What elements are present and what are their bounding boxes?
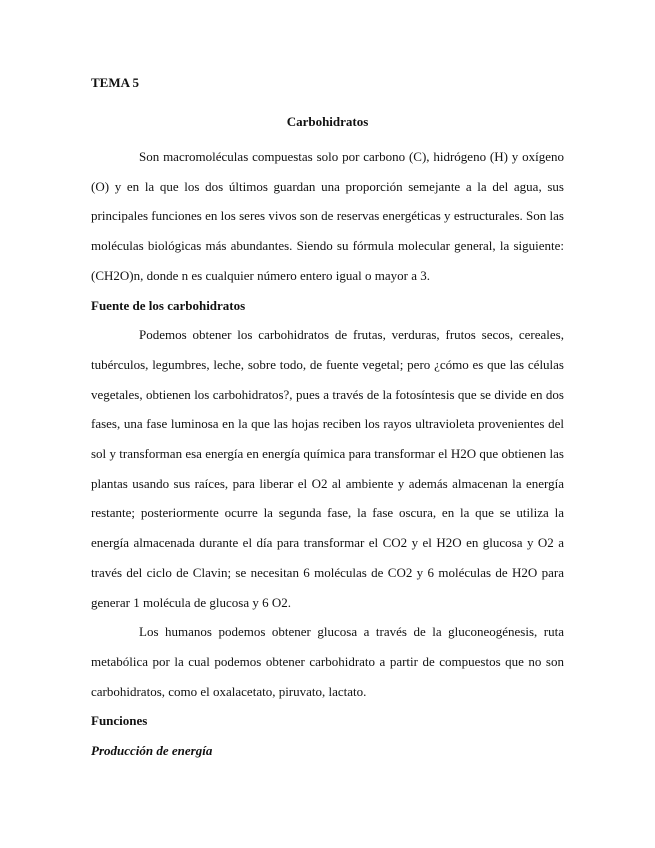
fuente-paragraph-1: Podemos obtener los carbohidratos de frutas, verduras, frutos secos, cereales, tubérculos, legumbres, leche, sobre todo, de fuente vegetal; pero ¿cómo es que las células vegetales, obtienen los carbohidratos?, pues a través de la fotosíntesis que se divide en dos fases, una fase luminosa en la que las hojas reciben los rayos ultravioleta provenientes del sol y transforman esa energía en energía química para transformar el H2O que obtienen las plantas usando sus raíces, para liberar el O2 al ambiente y además almacenan la energía restante; posteriormente ocurre la segunda fase, la fase oscura, en la que se utiliza la energía almacenada durante el día para transformar el CO2 y el H2O en glucosa y O2 a través del ciclo de Clavin; se necesitan 6 moléculas de CO2 y 6 moléculas de H2O para generar 1 molécula de glucosa y 6 O2. [91, 327, 564, 610]
fuente-paragraph-2: Los humanos podemos obtener glucosa a través de la gluconeogénesis, ruta metabólica por la cual podemos obtener carbohidrato a partir de compuestos que no son carbohidratos, como el oxalacetato, piruvato, lactato. [91, 624, 564, 699]
page-title: Carbohidratos [286, 114, 369, 129]
section-heading-funciones: Funciones [91, 713, 148, 729]
topic-number: TEMA 5 [91, 75, 140, 90]
section-heading-fuente: Fuente de los carbohidratos [91, 297, 246, 313]
subheading-produccion-energia: Producción de energía [91, 743, 213, 759]
intro-paragraph: Son macromoléculas compuestas solo por carbono (C), hidrógeno (H) y oxígeno (O) y en la que los dos últimos guardan una proporción semejante a la del agua, sus principales funciones en los seres vivos son de reservas energéticas y estructurales. Son las moléculas biológicas más abundantes. Siendo su fórmula molecular general, la siguiente: (CH2O)n, donde n es cualquier número entero igual o mayor a 3. [91, 149, 564, 283]
